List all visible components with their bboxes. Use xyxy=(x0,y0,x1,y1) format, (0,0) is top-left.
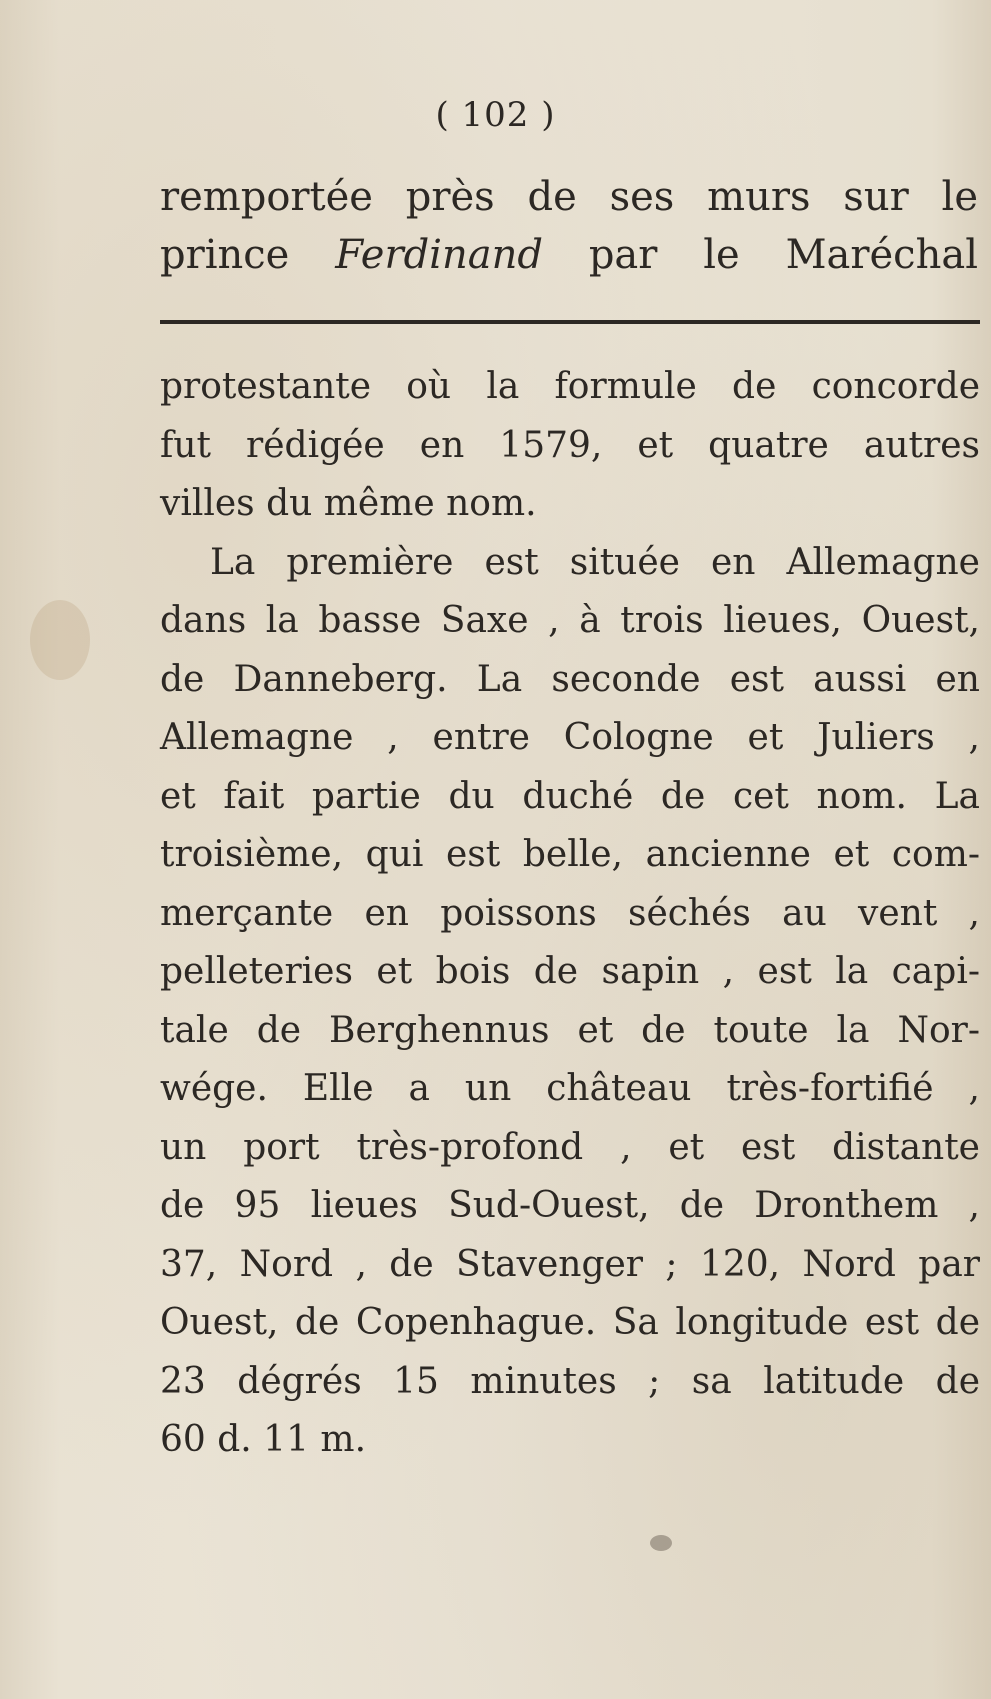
footnote-line: troisième, qui est belle, ancienne et com- xyxy=(160,834,980,875)
footnote-line: villes du même nom. xyxy=(160,483,537,524)
footnote-text xyxy=(160,358,980,1470)
italic-name: Ferdinand xyxy=(335,232,543,278)
main-line-2-text: prince Ferdinand par le Maréchal xyxy=(160,232,978,278)
main-line-1: remportée près de ses murs sur le xyxy=(160,174,978,220)
footnote-line: tale de Berghennus et de toute la Nor- xyxy=(160,1009,980,1051)
footnote-line: fut rédigée en 1579, et quatre autres xyxy=(160,424,980,466)
footnote-line: dans la basse Saxe , à trois lieues, Ouest, xyxy=(160,600,980,641)
footnote-line: 37, Nord , de Stavenger ; 120, Nord par xyxy=(160,1243,980,1285)
footnote-line: Ouest, de Copenhague. Sa longitude est de xyxy=(160,1302,980,1343)
footnote-line: Allemagne , entre Cologne et Juliers , xyxy=(160,717,980,758)
footnote-line: de 95 lieues Sud-Ouest, de Dronthem , xyxy=(160,1185,980,1226)
footnote-line: pelleteries et bois de sapin , est la capi- xyxy=(160,951,980,992)
footnote-line: 23 dégrés 15 minutes ; sa latitude de xyxy=(160,1360,980,1402)
footnote-line: La première est située en Allemagne xyxy=(210,541,980,583)
paper-stain xyxy=(650,1535,672,1551)
footnote-line: wége. Elle a un château très-fortifié , xyxy=(160,1068,980,1109)
page-number: ( 102 ) xyxy=(435,95,556,135)
footnote-line: un port très-profond , et est distante xyxy=(160,1126,980,1168)
footnote-line: et fait partie du duché de cet nom. La xyxy=(160,775,980,817)
footnote-line: protestante où la formule de concorde xyxy=(160,366,980,407)
main-text xyxy=(160,168,978,284)
paper-stain xyxy=(30,600,90,680)
footnote-line: 60 d. 11 m. xyxy=(160,1419,367,1460)
footnote-divider xyxy=(160,320,980,324)
footnote-line: de Danneberg. La seconde est aussi en xyxy=(160,658,980,700)
footnote-line: merçante en poissons séchés au vent , xyxy=(160,892,980,934)
main-line-2 xyxy=(160,226,978,284)
